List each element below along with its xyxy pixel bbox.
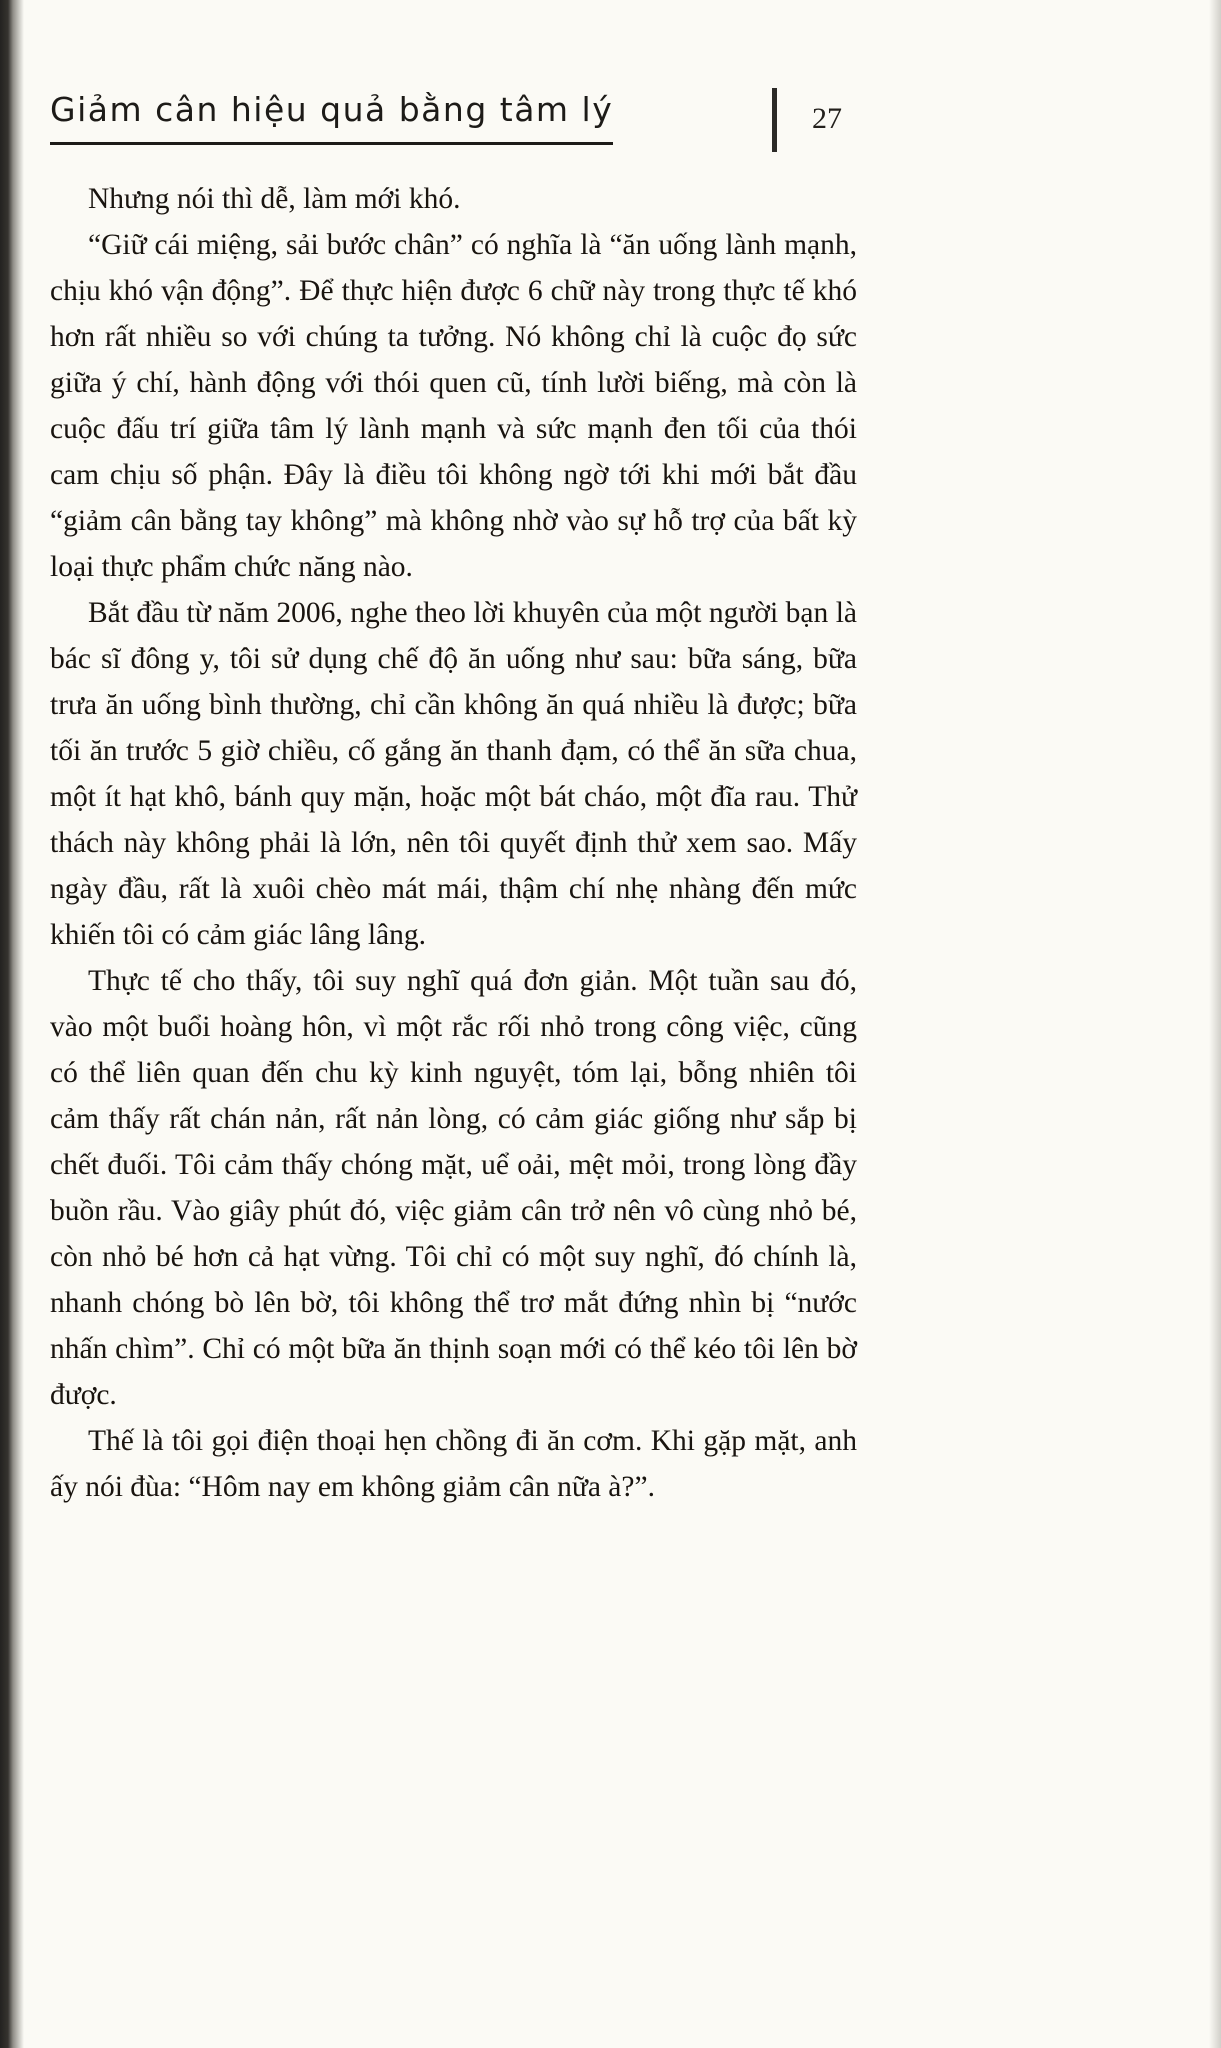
page-right-edge-shadow — [1209, 0, 1221, 2048]
page-left-edge-shadow — [0, 0, 24, 2048]
paragraph-3: Bắt đầu từ năm 2006, nghe theo lời khuyên của một người bạn là bác sĩ đông y, tôi sử dụng chế độ ăn uống như sau: bữa sáng, bữa trưa ăn uống bình thường, chỉ cần không ăn quá nhiều là được; bữa tối ăn trước 5 giờ chiều, cố gắng ăn thanh đạm, có thể ăn sữa chua, một ít hạt khô, bánh quy mặn, hoặc một bát cháo, một đĩa rau. Thử thách này không phải là lớn, nên tôi quyết định thử xem sao. Mấy ngày đầu, rất là xuôi chèo mát mái, thậm chí nhẹ nhàng đến mức khiến tôi có cảm giác lâng lâng. — [50, 597, 857, 951]
paragraph-2: “Giữ cái miệng, sải bước chân” có nghĩa là “ăn uống lành mạnh, chịu khó vận động”. Để thực hiện được 6 chữ này trong thực tế khó hơn rất nhiều so với chúng ta tưởng. Nó không chỉ là cuộc đọ sức giữa ý chí, hành động với thói quen cũ, tính lười biếng, mà còn là cuộc đấu trí giữa tâm lý lành mạnh và sức mạnh đen tối của thói cam chịu số phận. Đây là điều tôi không ngờ tới khi mới bắt đầu “giảm cân bằng tay không” mà không nhờ vào sự hỗ trợ của bất kỳ loại thực phẩm chức năng nào. — [50, 229, 857, 583]
paragraph-1: Nhưng nói thì dễ, làm mới khó. — [88, 183, 461, 215]
page-body — [50, 176, 857, 1510]
paragraph-4: Thực tế cho thấy, tôi suy nghĩ quá đơn giản. Một tuần sau đó, vào một buổi hoàng hôn, vì một rắc rối nhỏ trong công việc, cũng có thể liên quan đến chu kỳ kinh nguyệt, tóm lại, bỗng nhiên tôi cảm thấy rất chán nản, rất nản lòng, có cảm giác giống như sắp bị chết đuối. Tôi cảm thấy chóng mặt, uể oải, mệt mỏi, trong lòng đầy buồn rầu. Vào giây phút đó, việc giảm cân trở nên vô cùng nhỏ bé, còn nhỏ bé hơn cả hạt vừng. Tôi chỉ có một suy nghĩ, đó chính là, nhanh chóng bò lên bờ, tôi không thể trơ mắt đứng nhìn bị “nước nhấn chìm”. Chỉ có một bữa ăn thịnh soạn mới có thể kéo tôi lên bờ được. — [50, 965, 857, 1411]
paragraph-5: Thế là tôi gọi điện thoại hẹn chồng đi ăn cơm. Khi gặp mặt, anh ấy nói đùa: “Hôm nay em không giảm cân nữa à?”. — [50, 1425, 857, 1503]
page-number: 27 — [812, 102, 842, 135]
header-divider-bar — [772, 88, 777, 152]
running-title: Giảm cân hiệu quả bằng tâm lý — [50, 90, 613, 145]
